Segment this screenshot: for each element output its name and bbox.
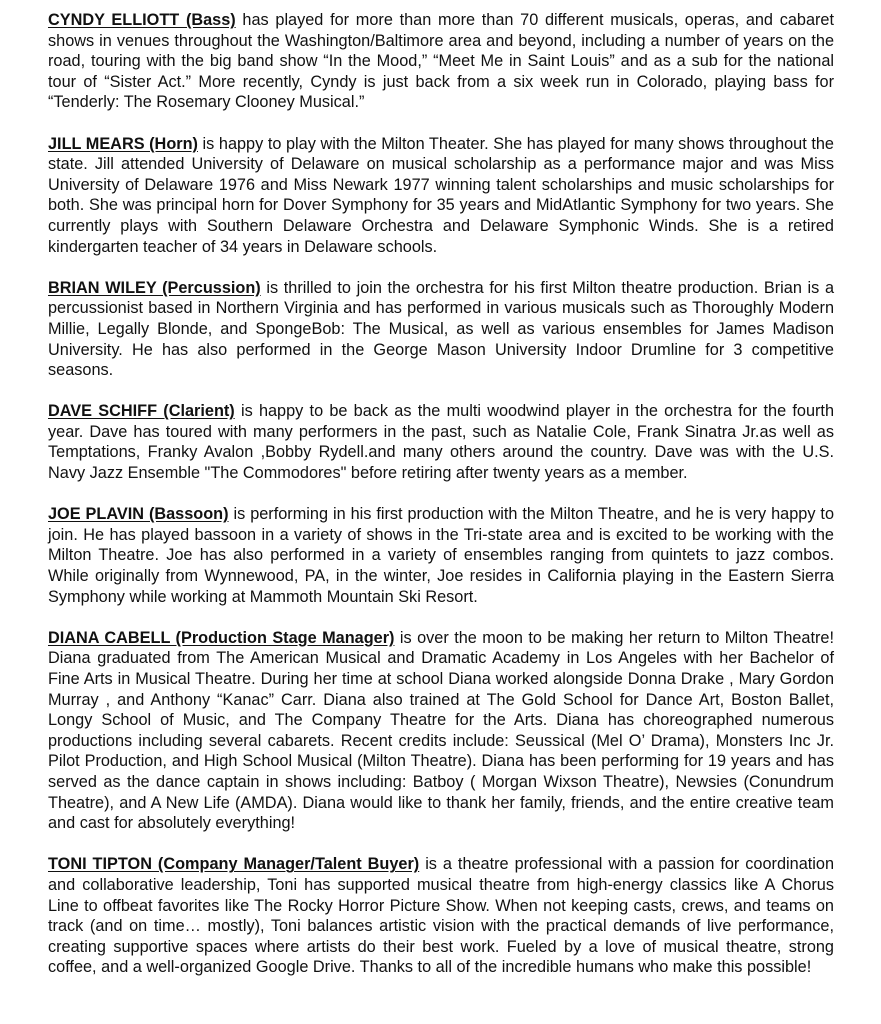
bio-name: BRIAN WILEY (Percussion) [48,278,261,297]
bio-text: is thrilled to join the orchestra for his first Milton theatre production. Brian is a percussionist based in Northern Virginia and has performed in various musicals such as Thoroughly Modern Millie, Legally Blonde, and SpongeBob: The Musical, as well as various ensembles for James Madison University. He has also performed in the George Mason University Indoor Drumline for 3 competitive seasons. [48,278,834,380]
bio-brian-wiley [48,278,834,381]
bio-joe-plavin [48,504,834,607]
bio-name: DAVE SCHIFF (Clarient) [48,402,235,421]
bio-name: CYNDY ELLIOTT (Bass) [48,11,236,29]
bio-page [48,10,834,999]
bio-text: is happy to be back as the multi woodwind player in the orchestra for the fourth year. Dave has toured with many performers in the past, such as Natalie Cole, Frank Sinatra Jr.as well as Temptations, Franky Avalon ,Bobby Rydell.and many others around the country. Dave was with the U.S. Navy Jazz Ensemble "The Commodores" before retiring after twenty years as a member. [48,402,834,483]
bio-text: is over the moon to be making her return to Milton Theatre! Diana graduated from The American Musical and Dramatic Academy in Los Angeles with her Bachelor of Fine Arts in Musical Theatre. During her time at school Diana worked alongside Donna Drake , Mary Gordon Murray , and Anthony “Kanac” Carr. Diana also trained at The Gold School for Dance Art, Boston Ballet, Longy School of Music, and The Company Theatre for the Arts. Diana has choreographed numerous productions including several cabarets. Recent credits include: Seussical (Mel O’ Drama), Monsters Inc Jr. Pilot Production, and High School Musical (Milton Theatre). Diana has been performing for 19 years and has served as the dance captain in shows including: Batboy ( Morgan Wixson Theatre), Newsies (Conundrum Theatre), and A New Life (AMDA). Diana would like to thank her family, friends, and the entire creative team and cast for absolutely everything! [48,628,835,833]
bio-name: DIANA CABELL (Production Stage Manager) [48,628,395,647]
bio-name: JOE PLAVIN (Bassoon) [48,505,229,524]
bio-name: TONI TIPTON (Company Manager/Talent Buyer) [48,855,420,874]
bio-text: is a theatre professional with a passion for coordination and collaborative leadership, Toni has supported musical theatre from high-energy classics like A Chorus Line to offbeat favorites like The Rocky Horror Picture Show. When not keeping casts, crews, and teams on track (and on time… mostly), Toni balances artistic vision with the practical demands of live performance, creating supportive spaces where artists do their best work. Fueled by a love of musical theatre, strong coffee, and a well-organized Google Drive. Thanks to all of the incredible humans who make this possible! [48,855,834,977]
bio-text: is happy to play with the Milton Theater. She has played for many shows throughout the state. Jill attended University of Delaware on musical scholarship as a performance major and was Miss University of Delaware 1976 and Miss Newark 1977 winning talent scholarships and music scholarships for both. She was principal horn for Dover Symphony for 35 years and MidAtlantic Symphony for two years. She currently plays with Southern Delaware Orchestra and Delaware Symphonic Winds. She is a retired kindergarten teacher of 34 years in Delaware schools. [48,134,834,256]
bio-text: is performing in his first production with the Milton Theatre, and he is very happy to join. He has played bassoon in a variety of shows in the Tri-state area and is excited to be working with the Milton Theatre. Joe has also performed in a variety of ensembles ranging from quintets to jazz combos. While originally from Wynnewood, PA, in the winter, Joe resides in California playing in the Eastern Sierra Symphony while working at Mammoth Mountain Ski Resort. [48,505,834,606]
bio-jill-mears [48,134,834,258]
bio-cyndy-elliott [48,10,834,113]
bio-name: JILL MEARS (Horn) [48,134,198,153]
bio-toni-tipton [48,854,834,978]
bio-diana-cabell [48,628,834,834]
bio-dave-schiff [48,401,834,483]
bio-text: has played for more than more than 70 different musicals, operas, and cabaret shows in venues throughout the Washington/Baltimore area and beyond, including a number of years on the road, touring with the big band show “In the Mood,” “Meet Me in Saint Louis” and as a sub for the national tour of “Sister Act.” More recently, Cyndy is just back from a six week run in Colorado, playing bass for “Tenderly: The Rosemary Clooney Musical.” [48,11,834,112]
